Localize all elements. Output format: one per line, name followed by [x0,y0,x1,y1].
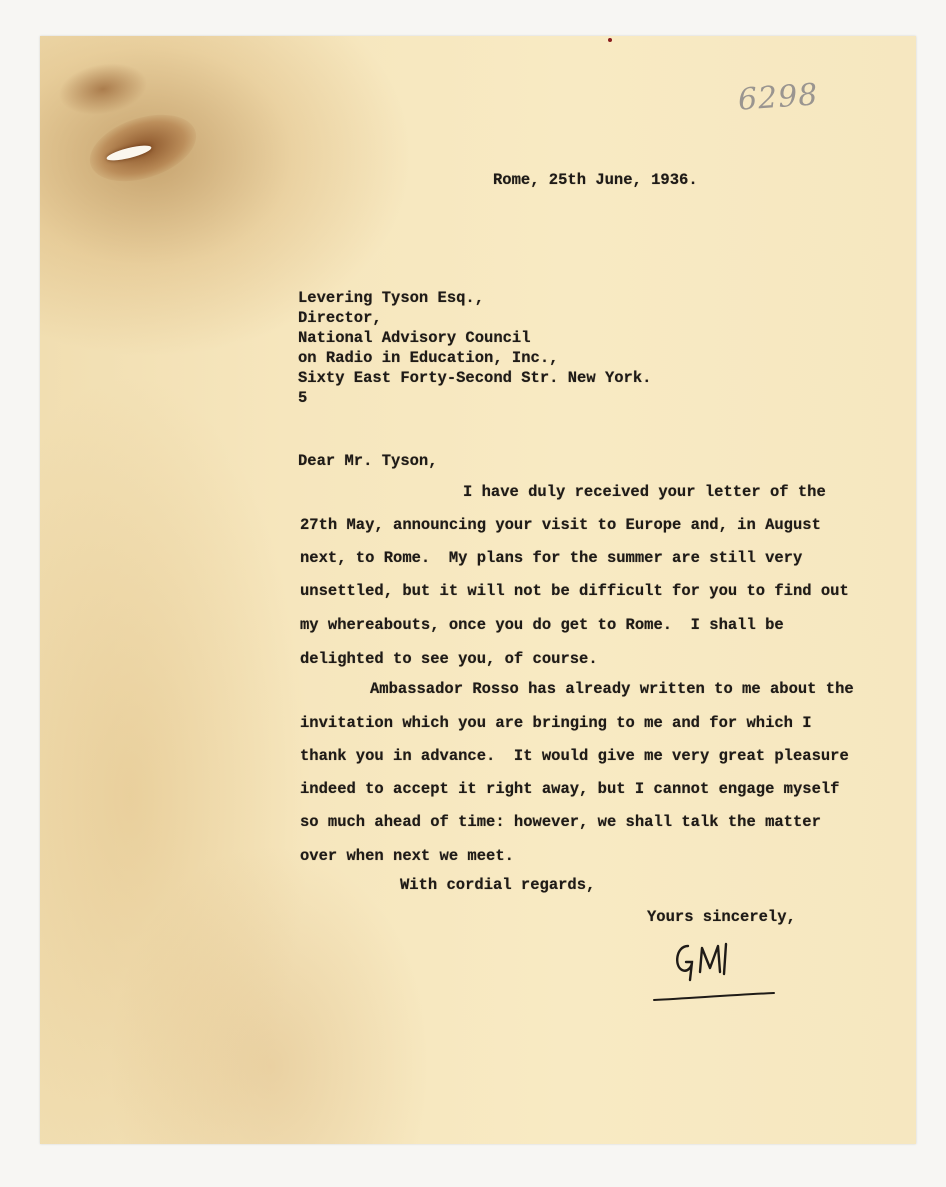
paragraph-2-line: Ambassador Rosso has already written to me about the [370,680,854,698]
closing: Yours sincerely, [647,908,796,926]
paragraph-1-line: next, to Rome. My plans for the summer are still very [300,549,803,567]
recipient-organization-2: on Radio in Education, Inc., [298,349,559,367]
paragraph-1-line: my whereabouts, once you do get to Rome. I shall be [300,616,784,634]
signature-underline [652,990,776,1004]
letter-page [40,36,916,1144]
paragraph-1-line: unsettled, but it will not be difficult for you to find out [300,582,849,600]
date-line: Rome, 25th June, 1936. [493,171,698,189]
salutation: Dear Mr. Tyson, [298,452,438,470]
paragraph-2-line: thank you in advance. It would give me very great pleasure [300,747,849,765]
recipient-street: Sixty East Forty-Second Str. New York. [298,369,652,387]
ink-dot [608,38,612,42]
paragraph-2-line: so much ahead of time: however, we shall talk the matter [300,813,821,831]
recipient-title: Director, [298,309,382,327]
burn-stain [54,57,151,122]
signature-initials [668,936,738,986]
paragraph-1-line: I have duly received your letter of the [463,483,826,501]
recipient-name: Levering Tyson Esq., [298,289,485,307]
recipient-organization: National Advisory Council [298,329,531,347]
paragraph-2-line: invitation which you are bringing to me and for which I [300,714,812,732]
archive-number: 6298 [736,77,820,118]
paragraph-2-line: indeed to accept it right away, but I cannot engage myself [300,780,840,798]
paragraph-1-line: delighted to see you, of course. [300,650,598,668]
paragraph-1-line: 27th May, announcing your visit to Europe and, in August [300,516,821,534]
recipient-extra: 5 [298,389,308,407]
regards: With cordial regards, [400,876,596,894]
paragraph-2-line: over when next we meet. [300,847,514,865]
